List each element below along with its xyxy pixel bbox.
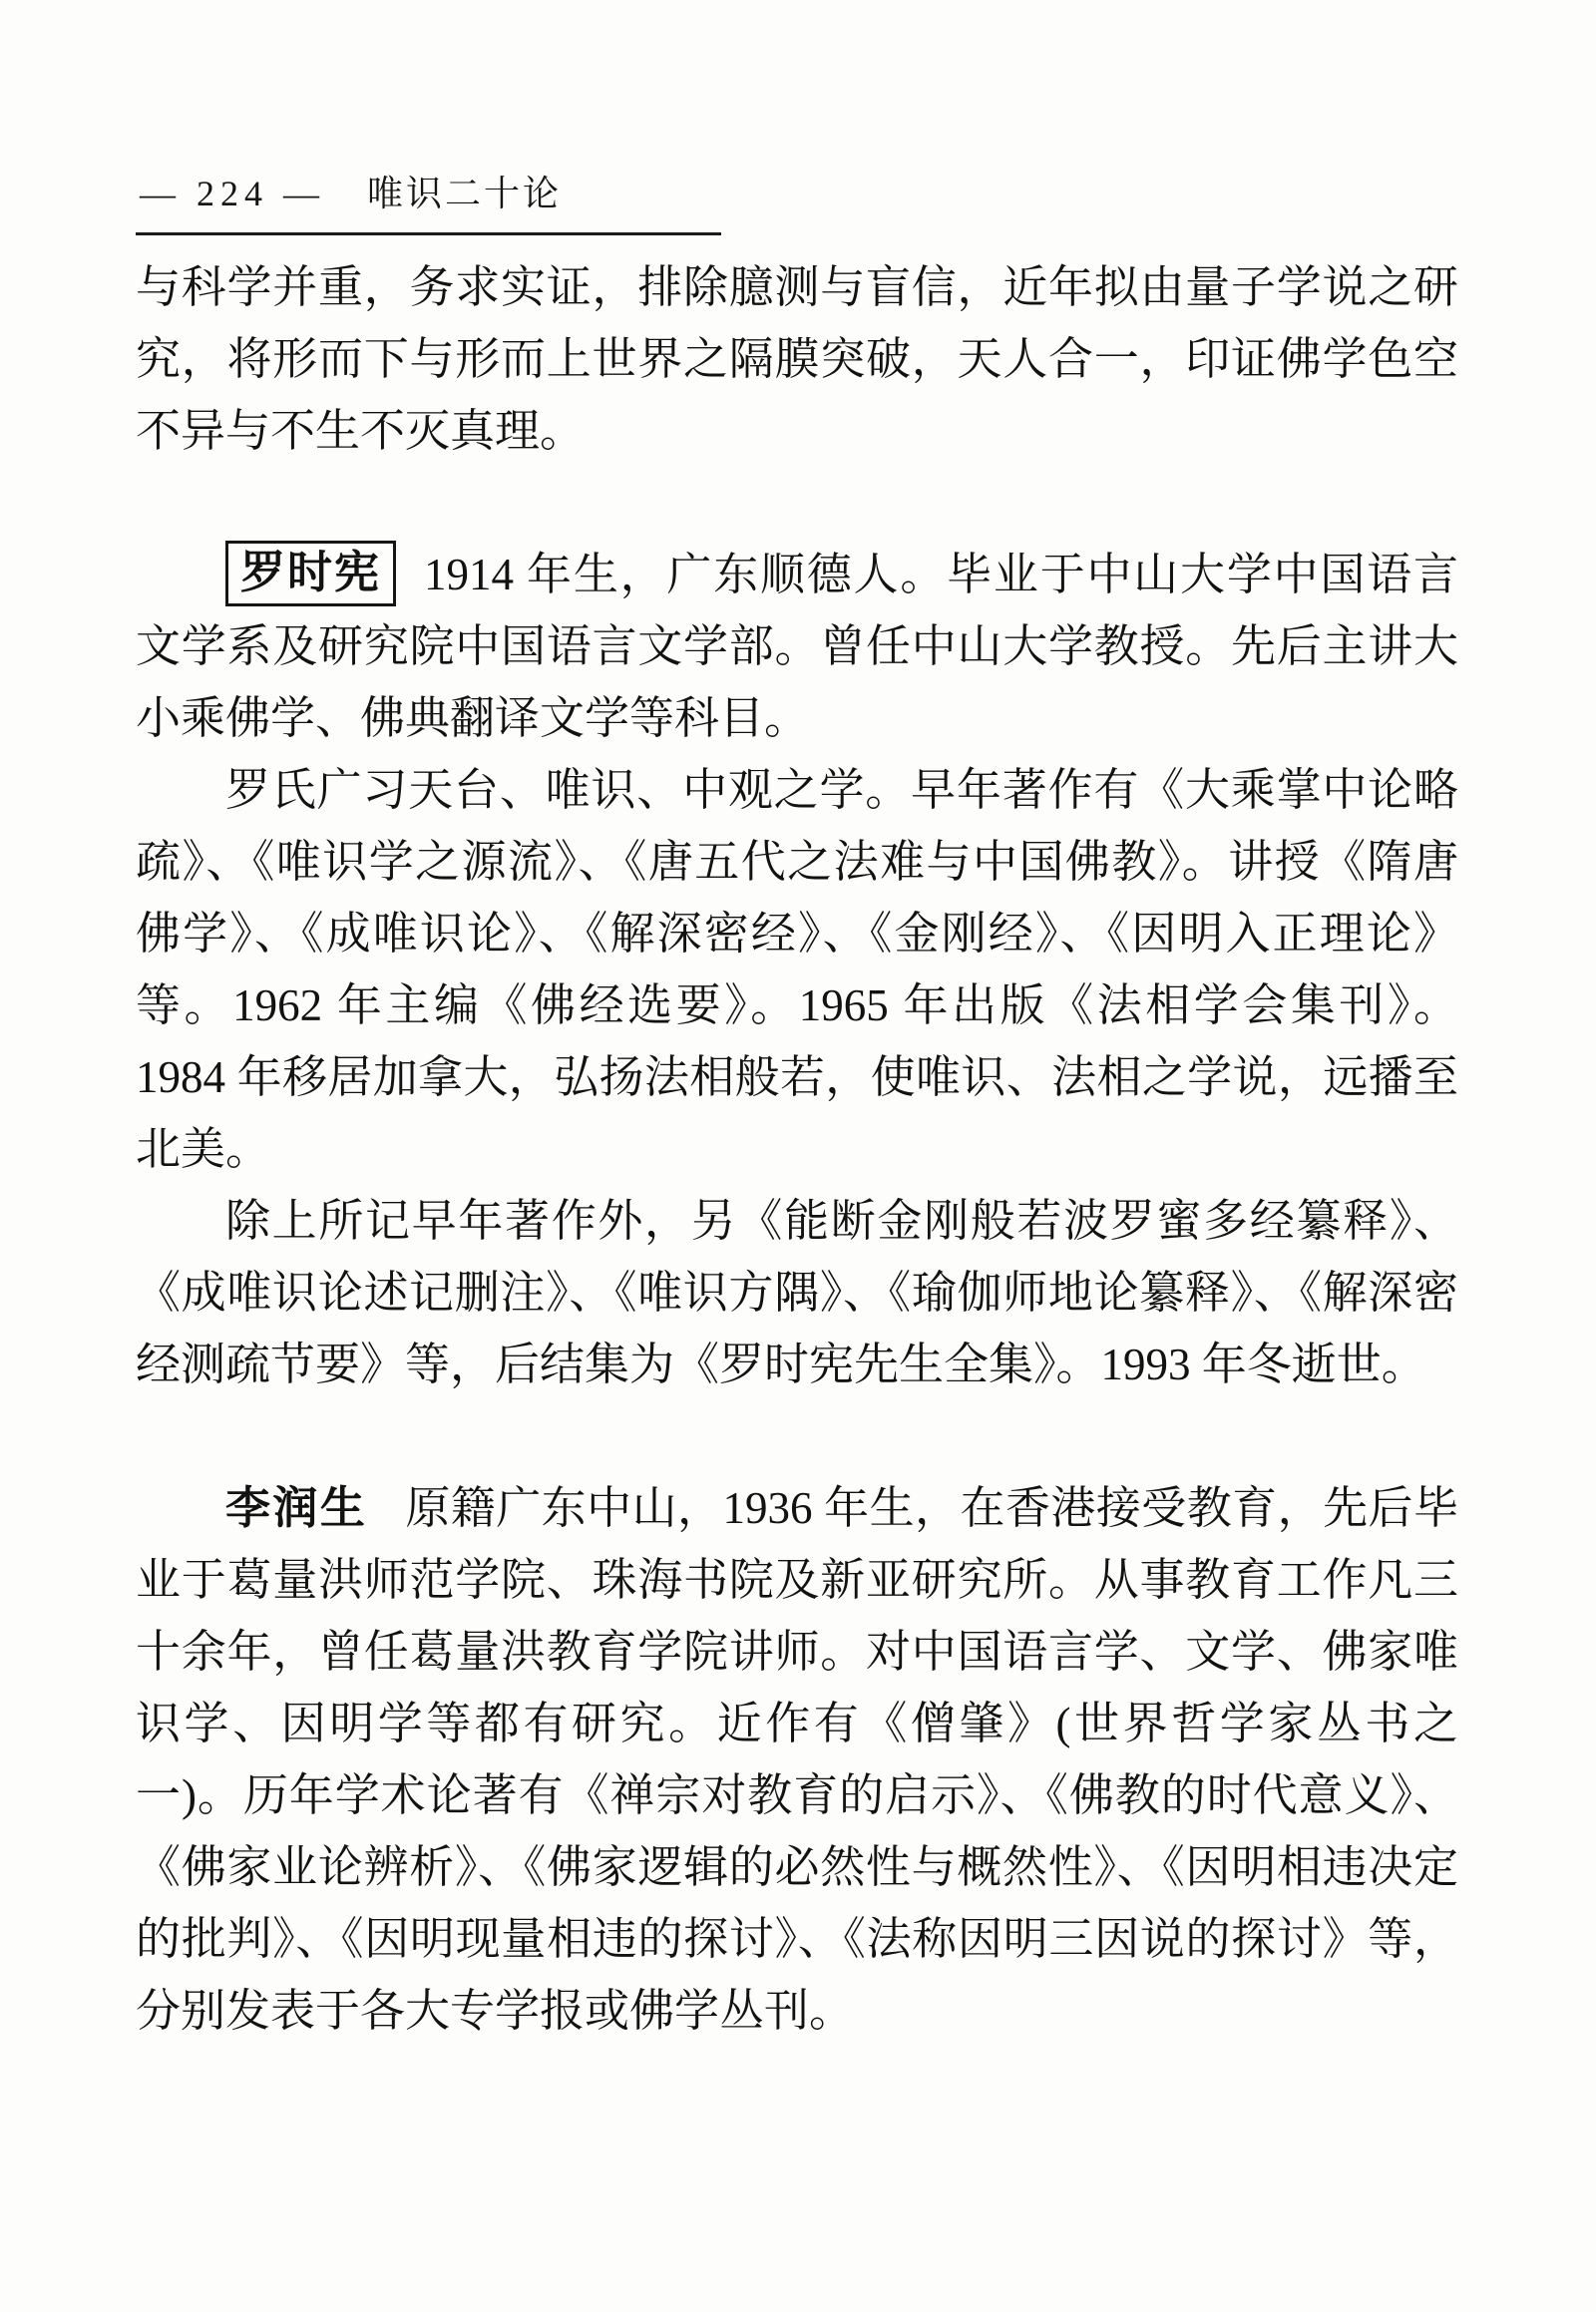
page-body — [136, 251, 1458, 2047]
page-number: — 224 — — [140, 174, 325, 213]
book-title: 唯识二十论 — [367, 174, 563, 213]
entry-paragraph — [136, 1472, 1458, 2047]
intro-paragraph: 与科学并重，务求实证，排除臆测与盲信，近年拟由量子学说之研究，将形而下与形而上世界之隔膜突破，天人合一，印证佛学色空不异与不生不灭真理。 — [136, 262, 1458, 456]
entry-paragraph: 除上所记早年著作外，另《能断金刚般若波罗蜜多经纂释》、《成唯识论述记删注》、《唯识方隅》、《瑜伽师地论纂释》、《解深密经测疏节要》等，后结集为《罗时宪先生全集》。1993 年冬逝世。 — [136, 1196, 1458, 1389]
entry-paragraph: 罗氏广习天台、唯识、中观之学。早年著作有《大乘掌中论略疏》、《唯识学之源流》、《唐五代之法难与中国佛教》。讲授《隋唐佛学》、《成唯识论》、《解深密经》、《金刚经》、《因明入正理论》等。1962 年主编《佛经选要》。1965 年出版《法相学会集刊》。1984 年移居加拿大，弘扬法相般若，使唯识、法相之学说，远播至北美。 — [136, 765, 1458, 1174]
entry-paragraph-text: 1914 年生，广东顺德人。毕业于中山大学中国语言文学系及研究院中国语言文学部。曾任中山大学教授。先后主讲大小乘佛学、佛典翻译文学等科目。 — [136, 550, 1458, 743]
biography-entry-li-runsheng — [136, 1472, 1458, 2047]
running-head — [136, 166, 721, 235]
entry-paragraph — [136, 539, 1458, 754]
entry-name-box: 罗时宪 — [225, 541, 396, 606]
entry-paragraph-text: 原籍广东中山，1936 年生，在香港接受教育，先后毕业于葛量洪师范学院、珠海书院及新亚研究所。从事教育工作凡三十余年，曾任葛量洪教育学院讲师。对中国语言学、文学、佛家唯识学、因明学等都有研究。近作有《僧肇》(世界哲学家丛书之一)。历年学术论著有《禅宗对教育的启示》、《佛教的时代意义》、《佛家业论辨析》、《佛家逻辑的必然性与概然性》、《因明相违决定的批判》、《因明现量相违的探讨》、《法称因明三因说的探讨》等，分别发表于各大专学报或佛学丛刊。 — [136, 1483, 1458, 2036]
biography-entry-luo-shixian — [136, 539, 1458, 1400]
entry-name-bold: 李润生 — [225, 1483, 368, 1533]
